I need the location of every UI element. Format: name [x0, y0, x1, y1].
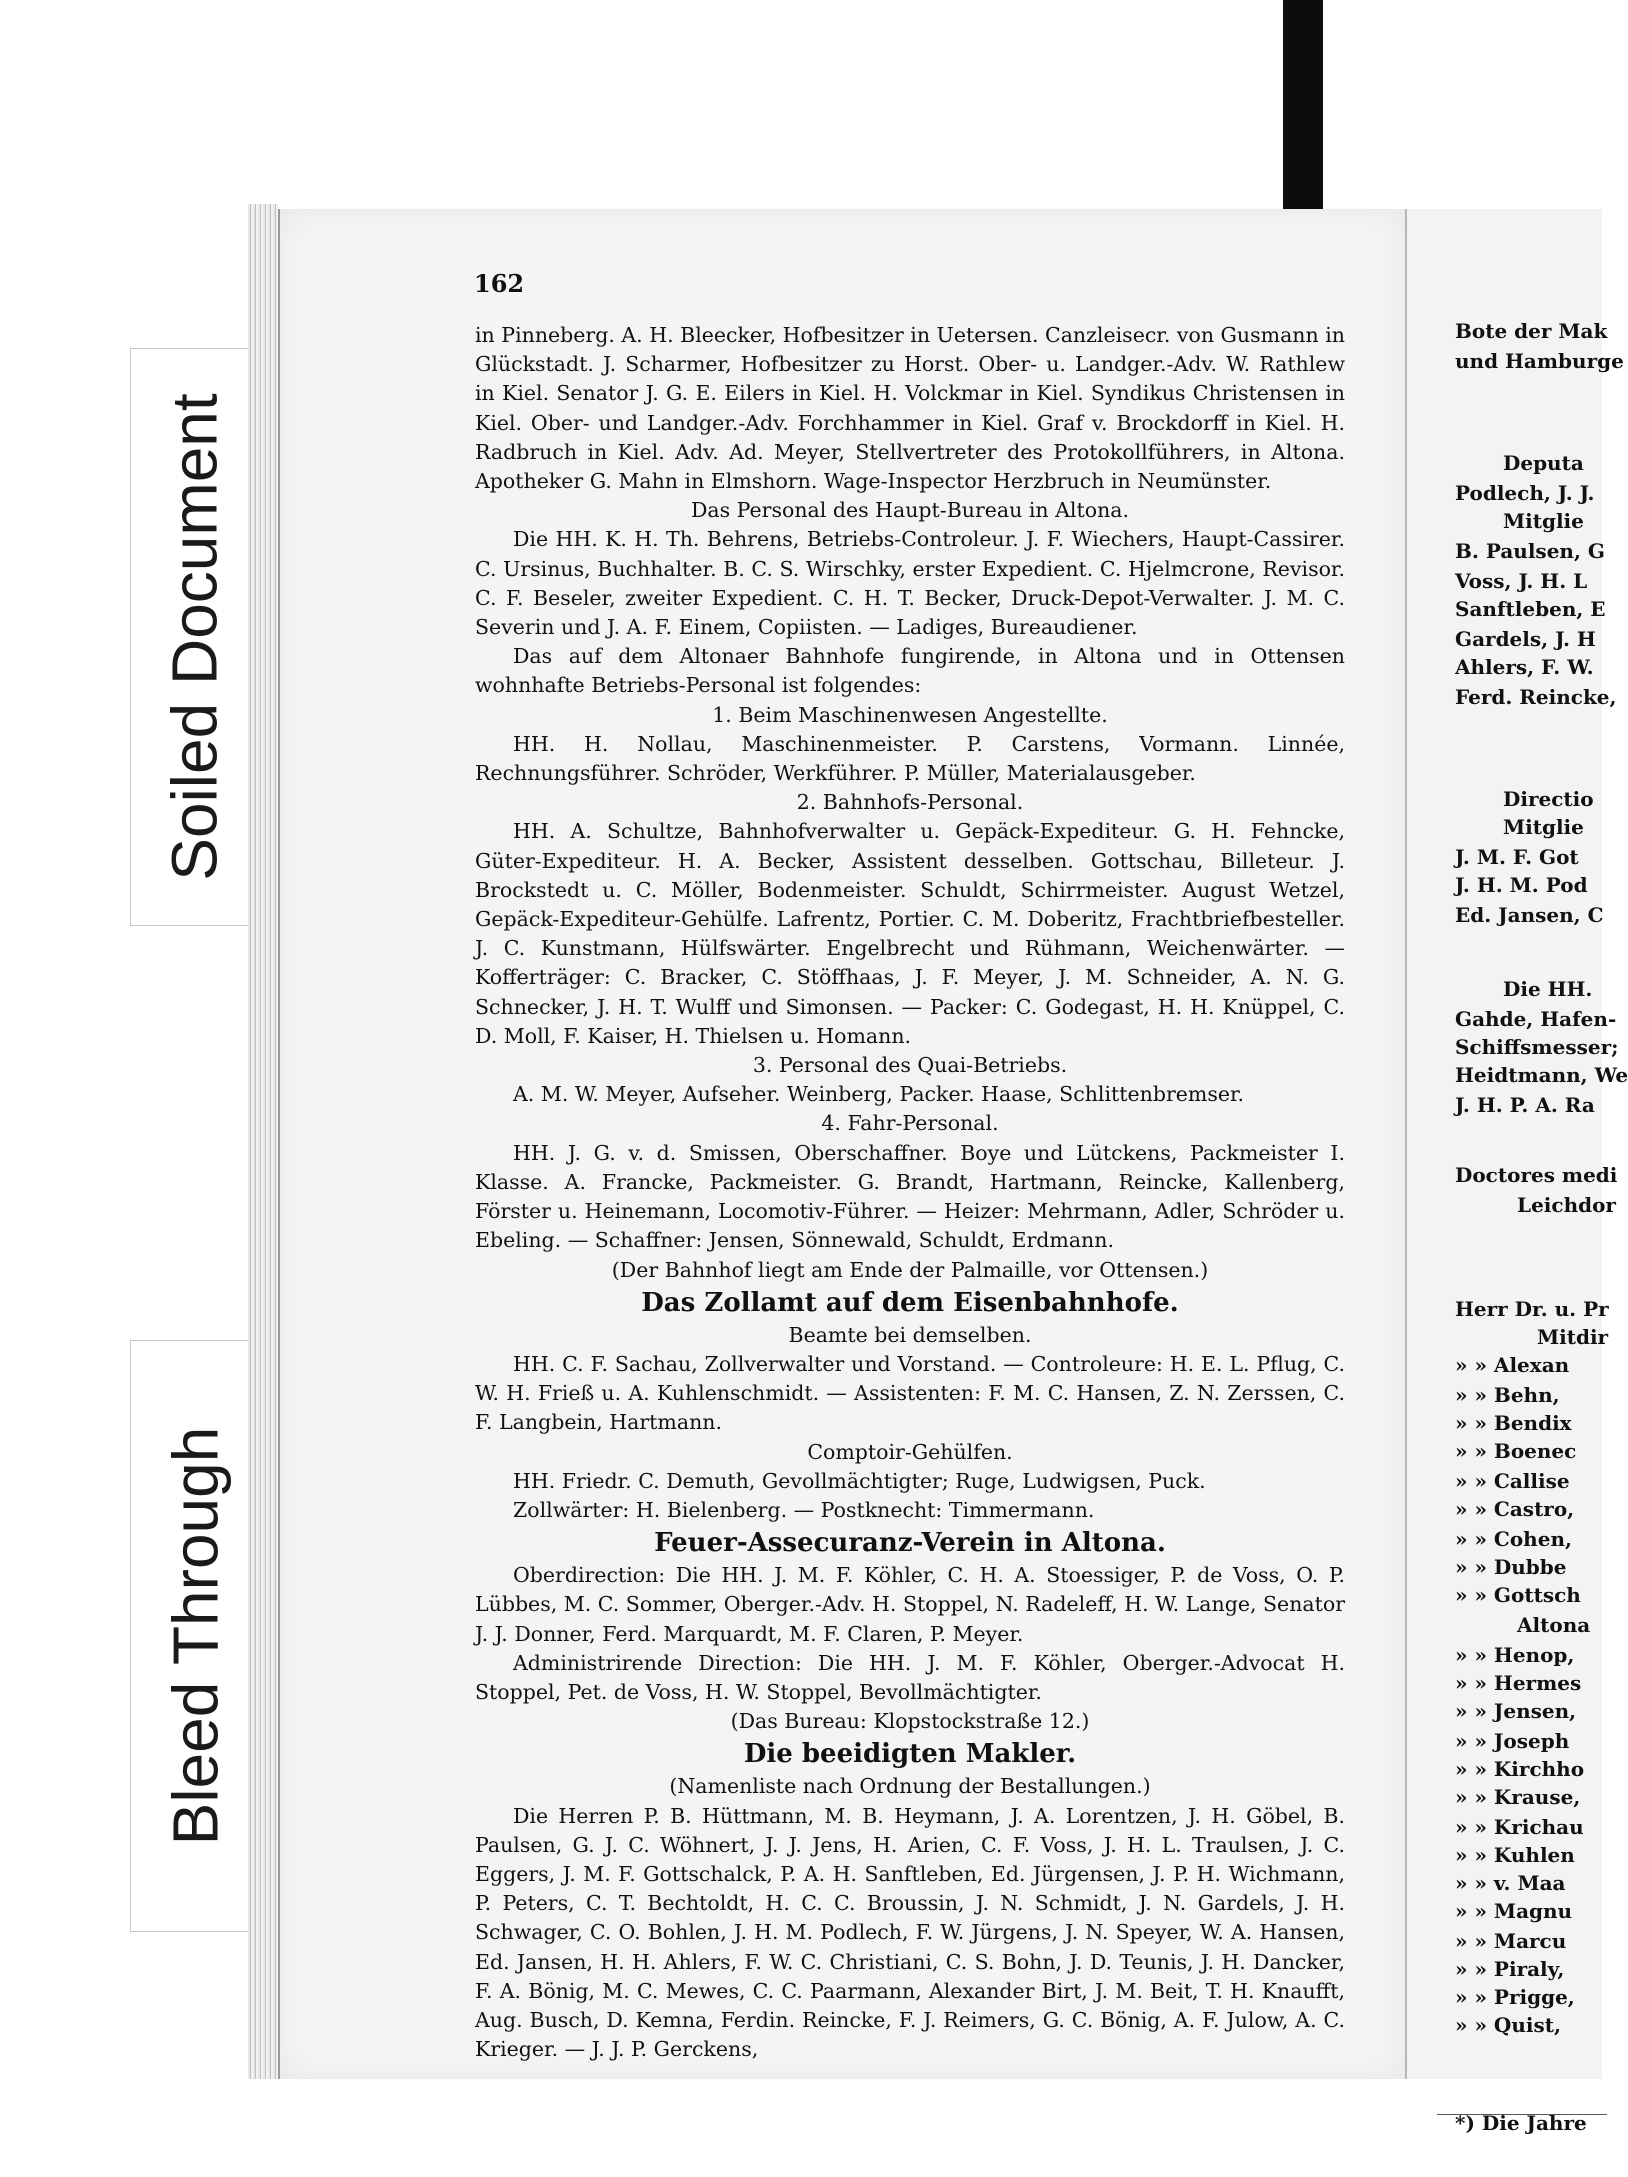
- text-paragraph: Die Herren P. B. Hüttmann, M. B. Heymann, J. A. Lorentzen, J. H. Göbel, B. Paulsen, G. J. C. Wöhnert, J. J. Jens, H. Arien, C. F. Voss, J. H. L. Traulsen, J. C. Eggers, J. M. F. Gottschalck, P. A. H. Sanftleben, Ed. Jürgensen, J. P. H. Wichmann, P. Peters, C. T. Bechtoldt, H. C. C. Broussin, J. N. Schmidt, J. N. Gardels, J. H. Schwager, C. O. Bohlen, J. H. M. Podlech, F. W. Jürgens, J. N. Speyer, W. A. Hansen, Ed. Jansen, H. H. Ahlers, F. W. C. Christiani, C. S. Bohn, J. D. Teunis, J. H. Dancker, F. A. Bönig, M. C. Mewes, C. C. Paarmann, Alexander Birt, J. M. Beit, T. H. Knaufft, Aug. Busch, D. Kemna, Ferdin. Reincke, F. J. Reimers, G. C. Bönig, A. F. Julow, A. C. Krieger. — J. J. P. Gerckens,: [475, 1803, 1345, 2062]
- right-page-line: » » Behn,: [1455, 1383, 1560, 1407]
- text-paragraph: Das Zollamt auf dem Eisenbahnhofe.: [641, 1287, 1179, 1318]
- right-page-line: » » Kuhlen: [1455, 1843, 1575, 1867]
- text-paragraph: Oberdirection: Die HH. J. M. F. Köhler, C. H. A. Stoessiger, P. de Voss, O. P. Lübbes, M. C. Sommer, Oberger.-Adv. H. Stoppel, N. Radeleff, H. W. Lange, Senator J. J. Donner, Ferd. Marquardt, M. F. Claren, P. Meyer.: [475, 1563, 1345, 1646]
- text-paragraph: Das auf dem Altonaer Bahnhofe fungirende, in Altona und in Ottensen wohnhafte Betriebs-Personal ist folgendes:: [475, 644, 1345, 698]
- right-page-line: Heidtmann, We: [1455, 1063, 1628, 1087]
- right-page-line: Gahde, Hafen-: [1455, 1007, 1617, 1031]
- right-page-line: J. H. M. Pod: [1455, 873, 1588, 897]
- right-page-line: und Hamburge: [1455, 349, 1624, 373]
- right-page-line: Leichdor: [1517, 1193, 1616, 1217]
- right-page-line: B. Paulsen, G: [1455, 539, 1605, 563]
- right-page-line: Directio: [1503, 787, 1594, 811]
- text-paragraph: (Der Bahnhof liegt am Ende der Palmaille, vor Ottensen.): [611, 1257, 1209, 1282]
- right-page-line: Schiffsmesser;: [1455, 1035, 1619, 1059]
- text-paragraph: Beamte bei demselben.: [788, 1322, 1032, 1347]
- right-page-line: Herr Dr. u. Pr: [1455, 1297, 1609, 1321]
- right-page-line: Die HH.: [1503, 977, 1593, 1001]
- right-page-line: » » Kirchho: [1455, 1757, 1585, 1781]
- text-paragraph: A. M. W. Meyer, Aufseher. Weinberg, Packer. Haase, Schlittenbremser.: [513, 1082, 1245, 1107]
- right-page-line: Ahlers, F. W.: [1455, 655, 1594, 679]
- text-paragraph: HH. J. G. v. d. Smissen, Oberschaffner. Boye und Lütckens, Packmeister I. Klasse. A. Francke, Packmeister. G. Brandt, Hartmann, Reincke, Kallenberg, Förster u. Heinemann, Locomotiv-Führer. — Heizer: Mehrmann, Adler, Schröder u. Ebeling. — Schaffner: Jensen, Sönnewald, Schuldt, Erdmann.: [475, 1140, 1345, 1253]
- right-page-line: » » Boenec: [1455, 1439, 1577, 1463]
- right-page-line: Gardels, J. H: [1455, 627, 1596, 651]
- right-page-line: » » Dubbe: [1455, 1555, 1567, 1579]
- text-paragraph: 4. Fahr-Personal.: [821, 1111, 999, 1136]
- right-page-line: » » Cohen,: [1455, 1527, 1572, 1551]
- right-page-line: *) Die Jahre: [1455, 2111, 1587, 2135]
- text-paragraph: Administrirende Direction: Die HH. J. M. F. Köhler, Oberger.-Advocat H. Stoppel, Pet. de Voss, H. W. Stoppel, Bevollmächtigter.: [475, 1650, 1345, 1704]
- right-page-line: » » Henop,: [1455, 1643, 1575, 1667]
- text-paragraph: (Das Bureau: Klopstockstraße 12.): [730, 1709, 1090, 1734]
- right-page-line: » » Callise: [1455, 1469, 1570, 1493]
- right-page-line: » » Alexan: [1455, 1353, 1570, 1377]
- right-page-line: Altona: [1517, 1613, 1591, 1637]
- right-page-line: Bote der Mak: [1455, 319, 1608, 343]
- right-page-line: Ferd. Reincke,: [1455, 685, 1617, 709]
- right-page-line: » » Krause,: [1455, 1785, 1581, 1809]
- text-paragraph: 1. Beim Maschinenwesen Angestellte.: [712, 702, 1108, 727]
- text-paragraph: Die HH. K. H. Th. Behrens, Betriebs-Controleur. J. F. Wiechers, Haupt-Cassirer. C. Ursinus, Buchhalter. B. C. S. Wirschky, erster Expedient. C. Hjelmcrone, Revisor. C. F. Beseler, zweiter Expedient. C. H. T. Becker, Druck-Depot-Verwalter. J. M. C. Severin und J. A. F. Einem, Copiisten. — Ladiges, Bureaudiener.: [475, 527, 1345, 640]
- right-page-line: J. H. P. A. Ra: [1455, 1093, 1595, 1117]
- right-page-line: » » Bendix: [1455, 1411, 1572, 1435]
- right-page-line: » » Piraly,: [1455, 1957, 1565, 1981]
- right-page-line: » » v. Maa: [1455, 1871, 1566, 1895]
- page-stack-edge: [248, 204, 278, 2079]
- right-page-line: Voss, J. H. L: [1455, 569, 1588, 593]
- right-page-line: Mitdir: [1537, 1325, 1609, 1349]
- left-page: [278, 209, 1406, 2079]
- right-page-line: J. M. F. Got: [1455, 845, 1579, 869]
- right-page-line: Deputa: [1503, 451, 1584, 475]
- right-page-line: » » Hermes: [1455, 1671, 1582, 1695]
- right-page-line: » » Castro,: [1455, 1497, 1575, 1521]
- right-page-line: Mitglie: [1503, 509, 1584, 533]
- text-paragraph: in Pinneberg. A. H. Bleecker, Hofbesitzer in Uetersen. Canzleisecr. von Gusmann in Glückstadt. J. Scharmer, Hofbesitzer zu Horst. Ober- u. Landger.-Adv. W. Rathlew in Kiel. Senator J. G. E. Eilers in Kiel. H. Volckmar in Kiel. Syndikus Christensen in Kiel. Ober- und Landger.-Adv. Forchhammer in Kiel. Graf v. Brockdorff in Kiel. H. Radbruch in Kiel. Adv. Ad. Meyer, Stellvertreter des Protokollführers, in Altona. Apotheker G. Mahn in Elmshorn. Wage-Inspector Herzbruch in Neumünster.: [475, 323, 1345, 494]
- scan-edge-strip: [1283, 0, 1323, 235]
- text-paragraph: 3. Personal des Quai-Betriebs.: [752, 1053, 1068, 1078]
- page-number: 162: [474, 269, 525, 298]
- text-paragraph: HH. A. Schultze, Bahnhofverwalter u. Gepäck-Expediteur. G. H. Fehncke, Güter-Expediteur. H. A. Becker, Assistent desselben. Gottschau, Billeteur. J. Brockstedt u. C. Möller, Bodenmeister. Schuldt, Schirrmeister. August Wetzel, Gepäck-Expediteur-Gehülfe. Lafrentz, Portier. C. M. Doberitz, Frachtbriefbesteller. J. C. Kunstmann, Hülfswärter. Engelbrecht und Rühmann, Weichenwärter. — Kofferträger: C. Bracker, C. Stöffhaas, J. F. Meyer, J. M. Schneider, A. N. G. Schnecker, J. H. T. Wulff und Simonsen. — Packer: C. Godegast, H. H. Knüppel, C. D. Moll, F. Kaiser, H. Thielsen u. Homann.: [475, 819, 1345, 1048]
- right-page-line: » » Prigge,: [1455, 1985, 1575, 2009]
- text-paragraph: Die beeidigten Makler.: [743, 1739, 1077, 1770]
- text-paragraph: HH. C. F. Sachau, Zollverwalter und Vorstand. — Controleure: H. E. L. Pflug, C. W. H. Frieß u. A. Kuhlenschmidt. — Assistenten: F. M. C. Hansen, Z. N. Zerssen, C. F. Langbein, Hartmann.: [475, 1351, 1345, 1435]
- text-paragraph: HH. Friedr. C. Demuth, Gevollmächtigter; Ruge, Ludwigsen, Puck.: [513, 1468, 1206, 1493]
- right-page-line: » » Joseph: [1455, 1729, 1570, 1753]
- text-paragraph: Feuer-Assecuranz-Verein in Altona.: [654, 1528, 1166, 1559]
- text-paragraph: Comptoir-Gehülfen.: [807, 1439, 1013, 1464]
- right-page-line: Doctores medi: [1455, 1163, 1618, 1187]
- text-paragraph: (Namenliste nach Ordnung der Bestallungen.): [669, 1774, 1151, 1799]
- right-page-line: » » Magnu: [1455, 1899, 1573, 1923]
- text-paragraph: HH. H. Nollau, Maschinenmeister. P. Carstens, Vormann. Linnée, Rechnungsführer. Schröder, Werkführer. P. Müller, Materialausgeber.: [475, 731, 1345, 786]
- right-page-line: Ed. Jansen, C: [1455, 903, 1604, 927]
- right-page-line: » » Jensen,: [1455, 1699, 1577, 1723]
- right-page-line: Podlech, J. J.: [1455, 481, 1595, 505]
- right-page-line: » » Gottsch: [1455, 1583, 1581, 1607]
- page-text-body: [475, 321, 1345, 2064]
- text-paragraph: Das Personal des Haupt-Bureau in Altona.: [690, 498, 1130, 523]
- text-paragraph: 2. Bahnhofs-Personal.: [796, 790, 1024, 815]
- soiled-document-label-text: Soiled Document: [159, 393, 231, 881]
- bleed-through-label: [130, 1340, 260, 1932]
- text-paragraph: Zollwärter: H. Bielenberg. — Postknecht: Timmermann.: [513, 1497, 1095, 1522]
- right-page-line: » » Krichau: [1455, 1815, 1584, 1839]
- right-page-fragment: [1405, 209, 1628, 2135]
- right-page-line: Mitglie: [1503, 815, 1584, 839]
- soiled-document-label: [130, 348, 260, 926]
- right-page-line: Sanftleben, E: [1455, 597, 1606, 621]
- right-page-line: » » Quist,: [1455, 2013, 1561, 2037]
- right-page-line: » » Marcu: [1455, 1929, 1567, 1953]
- bleed-through-label-text: Bleed Through: [159, 1426, 231, 1846]
